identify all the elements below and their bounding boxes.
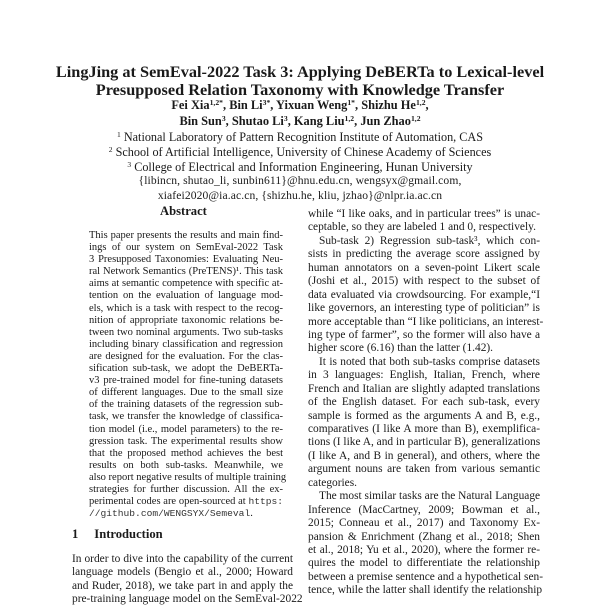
line-text: (Joshi et al., 2015) with respect to the subset of bbox=[308, 275, 540, 288]
text-line bbox=[308, 248, 540, 261]
text-line bbox=[308, 208, 540, 221]
line-text: It is noted that both sub-tasks comprise datasets bbox=[319, 355, 540, 368]
abstract-heading: Abstract bbox=[160, 204, 207, 218]
line-text: pre-training language model on the SemEval-2022 bbox=[72, 593, 303, 606]
line-text: In order to dive into the capability of the current bbox=[72, 553, 293, 565]
line-text: while “I like oaks, and in particular trees” is unac- bbox=[308, 208, 540, 220]
text-line bbox=[89, 266, 283, 278]
text-line bbox=[72, 553, 293, 566]
line-text: nition of appropriate taxonomic relations be- bbox=[89, 314, 283, 326]
line-text: like governors, an interesting type of politician” is bbox=[308, 302, 540, 315]
text-line bbox=[89, 387, 283, 399]
section-heading-introduction bbox=[72, 527, 163, 542]
text-line bbox=[89, 460, 283, 472]
affiliation-line bbox=[0, 160, 600, 175]
author-separator: , bbox=[354, 98, 362, 112]
line-text: aims at semantic competence with specific at- bbox=[89, 278, 283, 290]
authors-line-2 bbox=[0, 114, 600, 129]
section-number: 1 bbox=[72, 527, 79, 541]
line-text: pansion & Enrichment (Zhang et al., 2018; Shen bbox=[308, 530, 540, 543]
affiliation-text: College of Electrical and Information Engineering, Hunan University bbox=[131, 159, 473, 174]
line-text: tence, while the latter shall identify the relationship bbox=[308, 584, 543, 597]
abstract-body bbox=[89, 230, 287, 520]
affiliation-number: 1 bbox=[117, 130, 121, 140]
text-line bbox=[89, 399, 283, 411]
line-text: gression task. The experimental results show bbox=[89, 435, 283, 447]
author-affiliation-mark: 1* bbox=[347, 98, 355, 108]
text-line bbox=[308, 584, 543, 597]
text-line bbox=[308, 221, 540, 234]
text-line bbox=[308, 557, 540, 570]
introduction-body bbox=[72, 553, 303, 607]
line-text: and Ruder, 2018), we take part in and apply the bbox=[72, 579, 293, 592]
line-text: This paper presents the results and main find- bbox=[89, 230, 283, 241]
line-text: et al., 2018; Yu et al., 2020), where the former re- bbox=[308, 543, 540, 556]
author-name: Kang Liu bbox=[293, 114, 345, 128]
line-text: tion model (i.e., model parameters) to the re- bbox=[89, 423, 283, 435]
text-line bbox=[89, 375, 283, 387]
text-line bbox=[308, 396, 540, 409]
line-text: data evaluated via crowdsourcing. For example,“I bbox=[308, 288, 540, 301]
emails-line-1: {libincn, shutao_li, sunbin611}@hnu.edu.cn, wengsyx@gmail.com, bbox=[138, 174, 462, 187]
text-line bbox=[308, 356, 540, 369]
text-line bbox=[89, 315, 283, 327]
line-text: v3 pre-trained model for fine-tuning datasets bbox=[89, 375, 283, 387]
text-line bbox=[308, 369, 540, 382]
section-title: Introduction bbox=[94, 527, 163, 541]
text-line bbox=[308, 570, 543, 584]
line-text: French and Italian are slightly adapted translations bbox=[308, 382, 540, 395]
text-line bbox=[72, 580, 293, 593]
text-line bbox=[308, 302, 540, 315]
line-text: categories. bbox=[308, 476, 358, 489]
author-separator: , bbox=[225, 114, 232, 128]
author-separator: , bbox=[223, 98, 230, 112]
affiliation-line bbox=[0, 145, 600, 160]
line-text: els, which is a task with respect to the recog- bbox=[89, 302, 283, 314]
line-text: argument nouns are taken from various semantic bbox=[308, 463, 540, 476]
line-text: ceptable, so they are labeled 1 and 0, respectively. bbox=[308, 221, 536, 234]
text-line bbox=[308, 450, 540, 463]
affiliation-text: National Laboratory of Pattern Recognition Institute of Automation, CAS bbox=[120, 130, 483, 144]
paper-title-line-2: Presupposed Relation Taxonomy with Knowledge Transfer bbox=[95, 80, 505, 99]
text-line bbox=[89, 254, 283, 266]
author-name: Shizhu He bbox=[361, 98, 416, 112]
line-text: of the training datasets of the regression sub- bbox=[89, 399, 283, 411]
text-line bbox=[89, 424, 283, 436]
line-text: also report negative results of multiple training bbox=[89, 471, 287, 483]
author-separator: , bbox=[425, 98, 429, 112]
line-text: The most similar tasks are the Natural Language bbox=[319, 490, 541, 503]
line-text: that the proposed method achieves the best bbox=[89, 447, 283, 459]
text-line bbox=[308, 383, 540, 396]
line-text: more acceptable than “I like politicians, an interest- bbox=[308, 315, 544, 328]
text-line bbox=[89, 436, 283, 448]
right-column-body bbox=[308, 208, 544, 598]
author-name: Fei Xia bbox=[171, 98, 210, 112]
emails-line-2: xiafei2020@ia.ac.cn, {shizhu.he, kliu, jzhao}@nlpr.ia.ac.cn bbox=[157, 189, 443, 202]
line-text: 2015; Conneau et al., 2017) and Taxonomy Ex- bbox=[308, 517, 540, 530]
code-link[interactable]: //github.com/WENGSYX/Semeval bbox=[89, 508, 251, 520]
line-text: (I like A, and B in general), and others, where the bbox=[308, 449, 540, 462]
line-text: perimental codes are open-sourced at bbox=[89, 496, 249, 508]
text-line bbox=[308, 423, 540, 436]
text-line bbox=[89, 290, 283, 302]
author-name: Bin Li bbox=[229, 98, 263, 112]
text-line bbox=[308, 463, 540, 476]
line-text: language models (Bengio et al., 2000; Howard bbox=[72, 566, 293, 579]
line-text: Inference (MacCartney, 2009; Bowman et al., bbox=[308, 503, 540, 516]
author-separator: , bbox=[354, 114, 361, 128]
text-line bbox=[308, 342, 540, 355]
text-line bbox=[89, 363, 283, 375]
text-line bbox=[308, 517, 540, 530]
text-line bbox=[308, 544, 540, 557]
text-line bbox=[308, 315, 544, 329]
line-text: of different languages. Due to the small size bbox=[89, 387, 283, 399]
text-line bbox=[89, 242, 283, 254]
code-link[interactable]: https: bbox=[248, 496, 283, 508]
text-line bbox=[72, 593, 303, 606]
text-line bbox=[308, 329, 540, 342]
author-affiliation-mark: 1,2 bbox=[415, 98, 426, 108]
text-line bbox=[89, 351, 283, 363]
line-text: sists in predicting the average score assigned by bbox=[308, 248, 540, 261]
author-separator: , bbox=[287, 114, 294, 128]
line-text: results on both sub-tasks. Meanwhile, we bbox=[89, 459, 283, 471]
text-line bbox=[89, 496, 283, 508]
text-line bbox=[89, 508, 283, 520]
line-text: 3 Presupposed Taxonomies: Evaluating Neu- bbox=[89, 254, 283, 266]
line-text: ing type of farmer”, so the former will also have a bbox=[308, 328, 540, 341]
line-text: Sub-task 2) Regression sub-task³, which con- bbox=[319, 234, 540, 247]
author-name: Shutao Li bbox=[231, 114, 284, 128]
text-line bbox=[308, 504, 540, 517]
line-text: sample is formed as the arguments A and B, e.g., bbox=[308, 409, 540, 422]
text-line bbox=[308, 436, 540, 449]
line-text: of the English dataset. For each sub-task, every bbox=[308, 396, 540, 409]
line-text: ings of our system on SemEval-2022 Task bbox=[89, 242, 283, 254]
line-text: . bbox=[250, 508, 253, 520]
line-text: between a premise sentence and a hypothetical sen- bbox=[308, 570, 543, 583]
text-line bbox=[89, 411, 283, 423]
line-text: human annotators on a seven-point Likert scale bbox=[308, 261, 540, 274]
line-text: sification sub-task, we adopt the DeBERTa- bbox=[89, 363, 283, 375]
affiliation-line bbox=[0, 130, 600, 145]
author-affiliation-mark: 3* bbox=[262, 98, 271, 108]
author-name: Yixuan Weng bbox=[276, 98, 348, 112]
text-line bbox=[89, 471, 287, 484]
text-line bbox=[89, 303, 283, 315]
text-line bbox=[308, 275, 540, 288]
line-text: in 3 languages: English, Italian, French, where bbox=[308, 369, 540, 382]
line-text: strategies for further discussion. All the ex- bbox=[89, 483, 283, 495]
author-affiliation-mark: 1,2 bbox=[410, 114, 421, 124]
line-text: including binary classification and regression bbox=[89, 338, 283, 350]
line-text: are designed for the evaluation. For the clas- bbox=[89, 350, 283, 362]
author-affiliation-mark: 1,2 bbox=[344, 114, 355, 124]
text-line bbox=[308, 289, 540, 302]
line-text: quires the model to differentiate the relationship bbox=[308, 557, 540, 570]
author-name: Jun Zhao bbox=[360, 114, 411, 128]
author-separator: , bbox=[270, 98, 277, 112]
text-line bbox=[308, 235, 540, 248]
line-text: comparatives (I like A more than B), exemplifica- bbox=[308, 423, 540, 435]
author-affiliation-mark: 3 bbox=[221, 114, 226, 124]
line-text: ral Network Semantics (PreTENS)¹. This task bbox=[89, 266, 283, 278]
line-text: higher score (6.16) than the latter (1.42). bbox=[308, 342, 494, 355]
text-line bbox=[89, 278, 283, 290]
text-line bbox=[89, 484, 283, 496]
text-line bbox=[89, 448, 283, 460]
author-name: Bin Sun bbox=[179, 114, 222, 128]
text-line bbox=[89, 339, 283, 351]
line-text: tween two nominal arguments. Two sub-tasks bbox=[89, 326, 283, 338]
text-line bbox=[89, 327, 283, 339]
line-text: task, we transfer the knowledge of classifica- bbox=[89, 411, 283, 423]
text-line bbox=[308, 262, 540, 275]
text-line bbox=[308, 490, 540, 503]
text-line bbox=[89, 230, 283, 242]
affiliation-number: 3 bbox=[127, 159, 132, 169]
affiliation-number: 2 bbox=[108, 145, 113, 155]
paper-title-line-1: LingJing at SemEval-2022 Task 3: Applying DeBERTa to Lexical-level bbox=[55, 62, 545, 81]
text-line bbox=[72, 566, 293, 579]
text-line bbox=[308, 477, 540, 490]
text-line bbox=[308, 410, 540, 423]
author-affiliation-mark: 1,2* bbox=[209, 98, 223, 108]
authors-line-1 bbox=[0, 98, 600, 113]
author-affiliation-mark: 3 bbox=[283, 114, 288, 124]
affiliation-text: School of Artificial Intelligence, University of Chinese Academy of Sciences bbox=[112, 144, 492, 159]
text-line bbox=[308, 531, 540, 544]
line-text: tention on the evaluation of language mod- bbox=[89, 290, 283, 302]
line-text: tions (I like A, and in particular B), generalizations bbox=[308, 436, 541, 449]
